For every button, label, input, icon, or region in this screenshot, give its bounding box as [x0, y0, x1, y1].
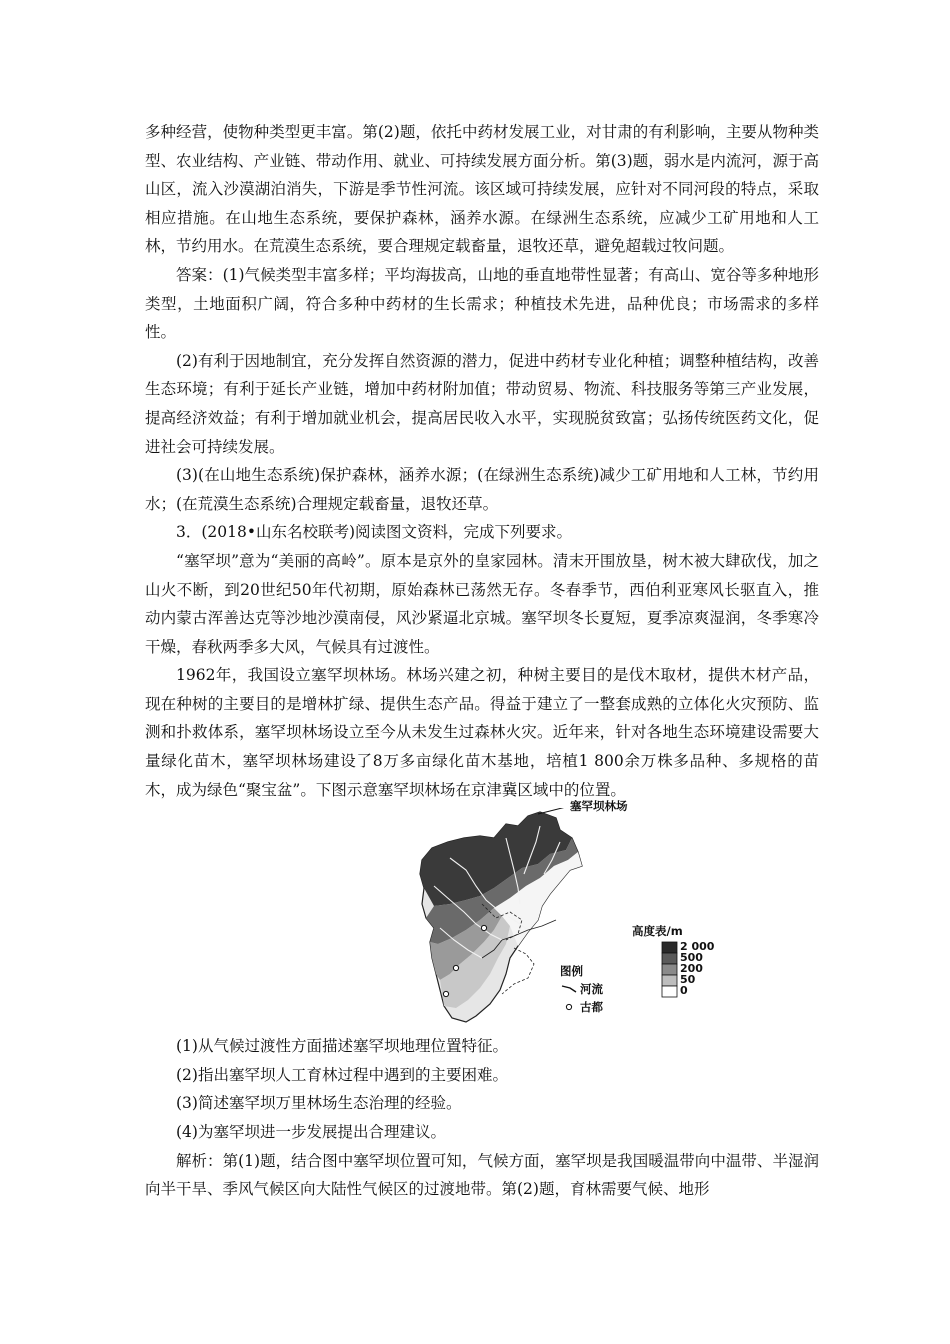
- paragraph-answer-2: (2)有利于因地制宜，充分发挥自然资源的潜力，促进中药材专业化种植；调整种植结构，改善生态环境；有利于延长产业链，增加中药材附加值；带动贸易、物流、科技服务等第三产业发展，提高经济效益；有利于增加就业机会，提高居民收入水平，实现脱贫致富；弘扬传统医药文化，促进社会可持续发展。: [145, 351, 819, 456]
- forest-label: 塞罕坝林场: [570, 799, 628, 814]
- capital-marker: [453, 966, 458, 971]
- legend-title: 高度表/m: [632, 924, 683, 939]
- elevation-swatch-0: [662, 986, 677, 997]
- legend-river-label: 河流: [580, 982, 603, 997]
- legend-capital-symbol: [566, 1005, 571, 1010]
- paragraph-answer-3: (3)(在山地生态系统)保护森林，涵养水源；(在绿洲生态系统)减少工矿用地和人工林，节约用水；(在荒漠生态系统)合理规定载畜量，退牧还草。: [145, 466, 819, 513]
- paragraph-saihanba-intro: “塞罕坝”意为“美丽的高岭”。原本是京外的皇家园林。清末开围放垦，树木被大肆砍伐，加之山火不断，到20世纪50年代初期，原始森林已荡然无存。冬春季节，西伯利亚寒风长驱直入，推动内蒙古浑善达克等沙地沙漠南侵，风沙紧逼北京城。塞罕坝冬长夏短，夏季凉爽湿润，冬季寒冷干燥，春秋两季多大风，气候具有过渡性。: [145, 551, 819, 656]
- paragraph-analysis-cont: 多种经营，使物种类型更丰富。第(2)题，依托中药材发展工业，对甘肃的有利影响，主要从物种类型、农业结构、产业链、带动作用、就业、可持续发展方面分析。第(3)题，弱水是内流河，源于高山区，流入沙漠湖泊消失，下游是季节性河流。该区域可持续发展，应针对不同河段的特点，采取相应措施。在山地生态系统，要保护森林，涵养水源。在绿洲生态系统，应减少工矿用地和人工林，节约用水。在荒漠生态系统，要合理规定载畜量，退牧还草，避免超载过牧问题。: [145, 123, 819, 256]
- elevation-swatches: [662, 942, 677, 997]
- forest-leader-line: [538, 808, 570, 814]
- sub-question-4: (4)为塞罕坝进一步发展提出合理建议。: [176, 1123, 446, 1142]
- legend-capital-label: 古都: [580, 1000, 603, 1015]
- elevation-swatch-500: [662, 953, 677, 964]
- paragraph-analysis-q3: 解析：第(1)题，结合图中塞罕坝位置可知，气候方面，塞罕坝是我国暖温带向中温带、半湿润向半干旱、季风气候区向大陆性气候区的过渡地带。第(2)题，育林需要气候、地形: [145, 1151, 819, 1199]
- elevation-swatch-200: [662, 964, 677, 975]
- elevation-label-50: 50: [680, 973, 696, 987]
- sub-question-3: (3)简述塞罕坝万里林场生态治理的经验。: [176, 1094, 462, 1113]
- legend-river-symbol: [562, 986, 576, 992]
- capital-marker: [481, 926, 486, 931]
- legend-heading: 图例: [560, 964, 583, 979]
- elevation-label-500: 500: [680, 951, 703, 965]
- saihanba-location-map: [410, 799, 740, 1026]
- elevation-label-0: 0: [680, 984, 688, 998]
- elevation-swatch-50: [662, 975, 677, 986]
- elevation-label-200: 200: [680, 962, 703, 976]
- elevation-label-2000: 2 000: [680, 940, 715, 954]
- paragraph-saihanba-history: 1962年，我国设立塞罕坝林场。林场兴建之初，种树主要目的是伐木取材，提供木材产品，现在种树的主要目的是增林扩绿、提供生态产品。得益于建立了一整套成熟的立体化火灾预防、监测和扑救体系，塞罕坝林场设立至今从未发生过森林火灾。近年来，针对各地生态环境建设需要大量绿化苗木，塞罕坝林场建设了8万多亩绿化苗木基地，培植1 800余万株多品种、多规格的苗木，成为绿色“聚宝盆”。下图示意塞罕坝林场在京津冀区域中的位置。: [145, 666, 819, 799]
- capital-marker: [443, 992, 448, 997]
- figure-container: [145, 799, 819, 1026]
- paragraph-answer-1: 答案：(1)气候类型丰富多样；平均海拔高，山地的垂直地带性显著；有高山、宽谷等多种地形类型，土地面积广阔，符合多种中药材的生长需求；种植技术先进，品种优良；市场需求的多样性。: [145, 265, 819, 342]
- elevation-swatch-2000: [662, 942, 677, 953]
- question-3-heading: 3．(2018•山东名校联考)阅读图文资料，完成下列要求。: [176, 523, 573, 542]
- sub-question-2: (2)指出塞罕坝人工育林过程中遇到的主要困难。: [176, 1065, 508, 1084]
- sub-question-1: (1)从气候过渡性方面描述塞罕坝地理位置特征。: [176, 1037, 508, 1056]
- map-graphic: [410, 808, 740, 1026]
- document-page: [145, 118, 819, 1204]
